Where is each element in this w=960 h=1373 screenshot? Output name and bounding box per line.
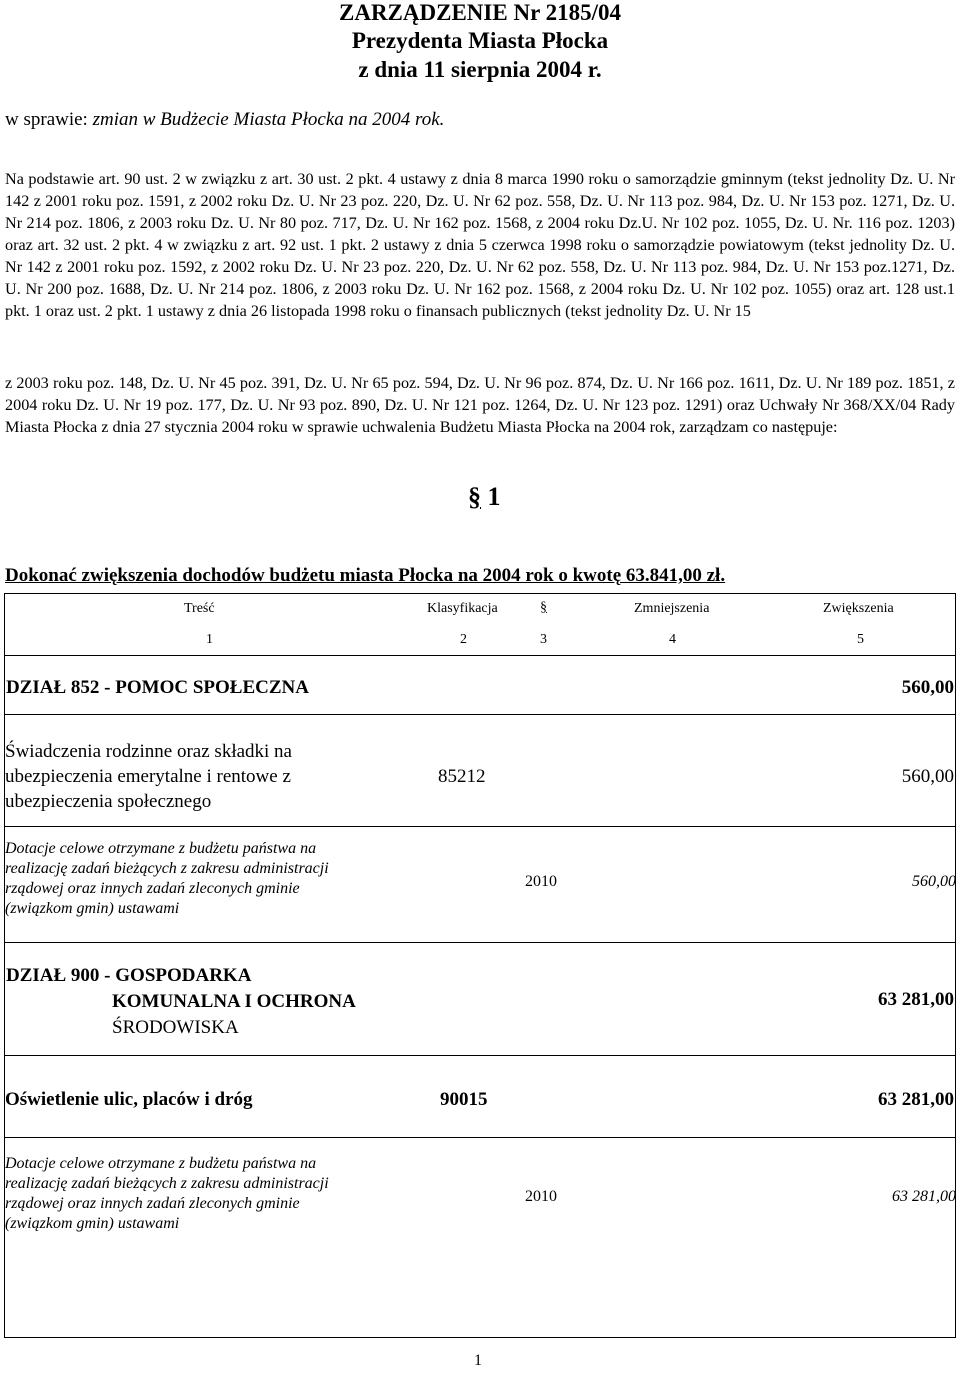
row-dotacje1-desc-line4: (związkom gmin) ustawami <box>5 900 180 917</box>
row-dotacje2-desc-line2: realizację zadań bieżących z zakresu administracji <box>5 1175 329 1192</box>
subject-prefix: w sprawie: <box>5 109 93 130</box>
paragraph-number: 1 <box>487 482 501 511</box>
header-paragraph: § <box>540 600 547 615</box>
section-900-title <box>6 963 356 1041</box>
colnum-1: 1 <box>206 632 213 647</box>
row-dotacje1-paragraph: 2010 <box>525 873 557 890</box>
section-900-title-line1: DZIAŁ 900 - GOSPODARKA <box>6 965 252 986</box>
colnum-2: 2 <box>460 632 467 647</box>
row-85212-amount: 560,00 <box>901 766 954 787</box>
decision-text: Dokonać zwiększenia dochodów budżetu miasta Płocka na 2004 rok o kwotę 63.841,00 zł. <box>5 565 726 586</box>
row-90015-code: 90015 <box>440 1089 488 1110</box>
table-divider <box>4 1137 956 1138</box>
row-85212-desc-line2: ubezpieczenia emerytalne i rentowe z <box>5 766 291 787</box>
row-dotacje2-amount: 63 281,00 <box>892 1188 956 1205</box>
row-dotacje2-desc-line3: rządowej oraz innych zadań zleconych gminie <box>5 1195 300 1212</box>
legal-basis-part1: Na podstawie art. 90 ust. 2 w związku z art. 30 ust. 2 pkt. 4 ustawy z dnia 8 marca 1990 roku o samorządzie gminnym (tekst jednolity Dz. U. Nr 142 z 2001 roku poz. 1591, z 2002 roku Dz. U. Nr 23 poz. 220, Dz. U. Nr 62 poz. 558, Dz. U. Nr 113 poz. 984, Dz. U. Nr 153 poz. 1271, Dz. U. Nr 214 poz. 1806, z 2003 roku Dz. U. Nr 80 poz. 717, Dz. U. Nr 162 poz. 1568, z 2004 roku Dz.U. Nr 102 poz. 1055, Dz. U. Nr. 116 poz. 1203) oraz art. 32 ust. 2 pkt. 4 w związku z art. 92 ust. 1 pkt. 2 ustawy z dnia 5 czerwca 1998 roku o samorządzie powiatowym (tekst jednolity Dz. U. Nr 142 z 2001 roku poz. 1592, z 2002 roku Dz. U. Nr 23 poz. 220, Dz. U. Nr 62 poz. 558, Dz. U. Nr 113 poz. 984, Dz. U. Nr 153 poz.1271, Dz. U. Nr 200 poz. 1688, Dz. U. Nr 214 poz. 1806, z 2003 roku Dz. U. Nr 162 poz. 1568, z 2004 roku Dz. U. Nr 102 poz. 1055) oraz art. 128 ust.1 pkt. 1 oraz ust. 2 pkt. 1 ustawy z dnia 26 listopada 1998 roku o finansach publicznych (tekst jednolity Dz. U. Nr 15 <box>5 170 955 320</box>
paragraph-symbol: § <box>468 482 481 511</box>
colnum-3: 3 <box>540 632 547 647</box>
row-90015-amount: 63 281,00 <box>878 1089 954 1110</box>
row-dotacje1-desc-line2: realizację zadań bieżących z zakresu administracji <box>5 860 329 877</box>
header-klasyfikacja: Klasyfikacja <box>427 601 498 616</box>
section-852-title: DZIAŁ 852 - POMOC SPOŁECZNA <box>6 677 309 698</box>
table-divider <box>4 655 956 656</box>
row-dotacje1-desc-line1: Dotacje celowe otrzymane z budżetu państwa na <box>5 840 317 857</box>
row-85212-desc <box>5 739 292 814</box>
subject-text: zmian w Budżecie Miasta Płocka na 2004 rok. <box>92 109 445 130</box>
paragraph-heading <box>468 482 501 512</box>
row-85212-desc-line3: ubezpieczenia społecznego <box>5 791 212 812</box>
colnum-5: 5 <box>857 632 864 647</box>
section-900-title-line3: ŚRODOWISKA <box>112 1017 239 1038</box>
table-divider <box>4 826 956 827</box>
section-852-amount: 560,00 <box>901 677 954 698</box>
row-90015-desc: Oświetlenie ulic, placów i dróg <box>5 1089 253 1110</box>
row-dotacje2-desc-line1: Dotacje celowe otrzymane z budżetu państwa na <box>5 1155 317 1172</box>
document-title: ZARZĄDZENIE Nr 2185/04 <box>339 0 621 25</box>
row-85212-code: 85212 <box>438 766 486 787</box>
table-divider <box>4 714 956 715</box>
document-subject <box>5 109 444 131</box>
header-zwiekszenia: Zwiększenia <box>823 601 894 616</box>
table-divider <box>4 942 956 943</box>
legal-basis-part2: z 2003 roku poz. 148, Dz. U. Nr 45 poz. 391, Dz. U. Nr 65 poz. 594, Dz. U. Nr 96 poz. 874, Dz. U. Nr 166 poz. 1611, Dz. U. Nr 189 poz. 1851, z 2004 roku Dz. U. Nr 19 poz. 177, Dz. U. Nr 93 poz. 890, Dz. U. Nr 121 poz. 1264, Dz. U. Nr 123 poz. 1291) oraz Uchwały Nr 368/XX/04 Rady Miasta Płocka z dnia 27 stycznia 2004 roku w sprawie uchwalenia Budżetu Miasta Płocka na 2004 rok, zarządzam co następuje: <box>5 374 955 436</box>
page-number: 1 <box>474 1352 482 1369</box>
row-85212-desc-line1: Świadczenia rodzinne oraz składki na <box>5 741 292 762</box>
row-dotacje2-paragraph: 2010 <box>525 1188 557 1205</box>
document-date: z dnia 11 sierpnia 2004 r. <box>358 57 602 82</box>
row-dotacje1-amount: 560,00 <box>912 873 956 890</box>
colnum-4: 4 <box>669 632 676 647</box>
section-900-title-line2: KOMUNALNA I OCHRONA <box>112 991 356 1012</box>
row-dotacje1-desc <box>5 839 329 919</box>
header-zmniejszenia: Zmniejszenia <box>634 601 710 616</box>
table-divider <box>4 1055 956 1056</box>
row-dotacje2-desc <box>5 1154 329 1234</box>
section-900-amount: 63 281,00 <box>878 989 954 1010</box>
document-issuer: Prezydenta Miasta Płocka <box>351 28 609 53</box>
header-tresc: Treść <box>184 601 215 616</box>
row-dotacje2-desc-line4: (związkom gmin) ustawami <box>5 1215 180 1232</box>
row-dotacje1-desc-line3: rządowej oraz innych zadań zleconych gminie <box>5 880 300 897</box>
